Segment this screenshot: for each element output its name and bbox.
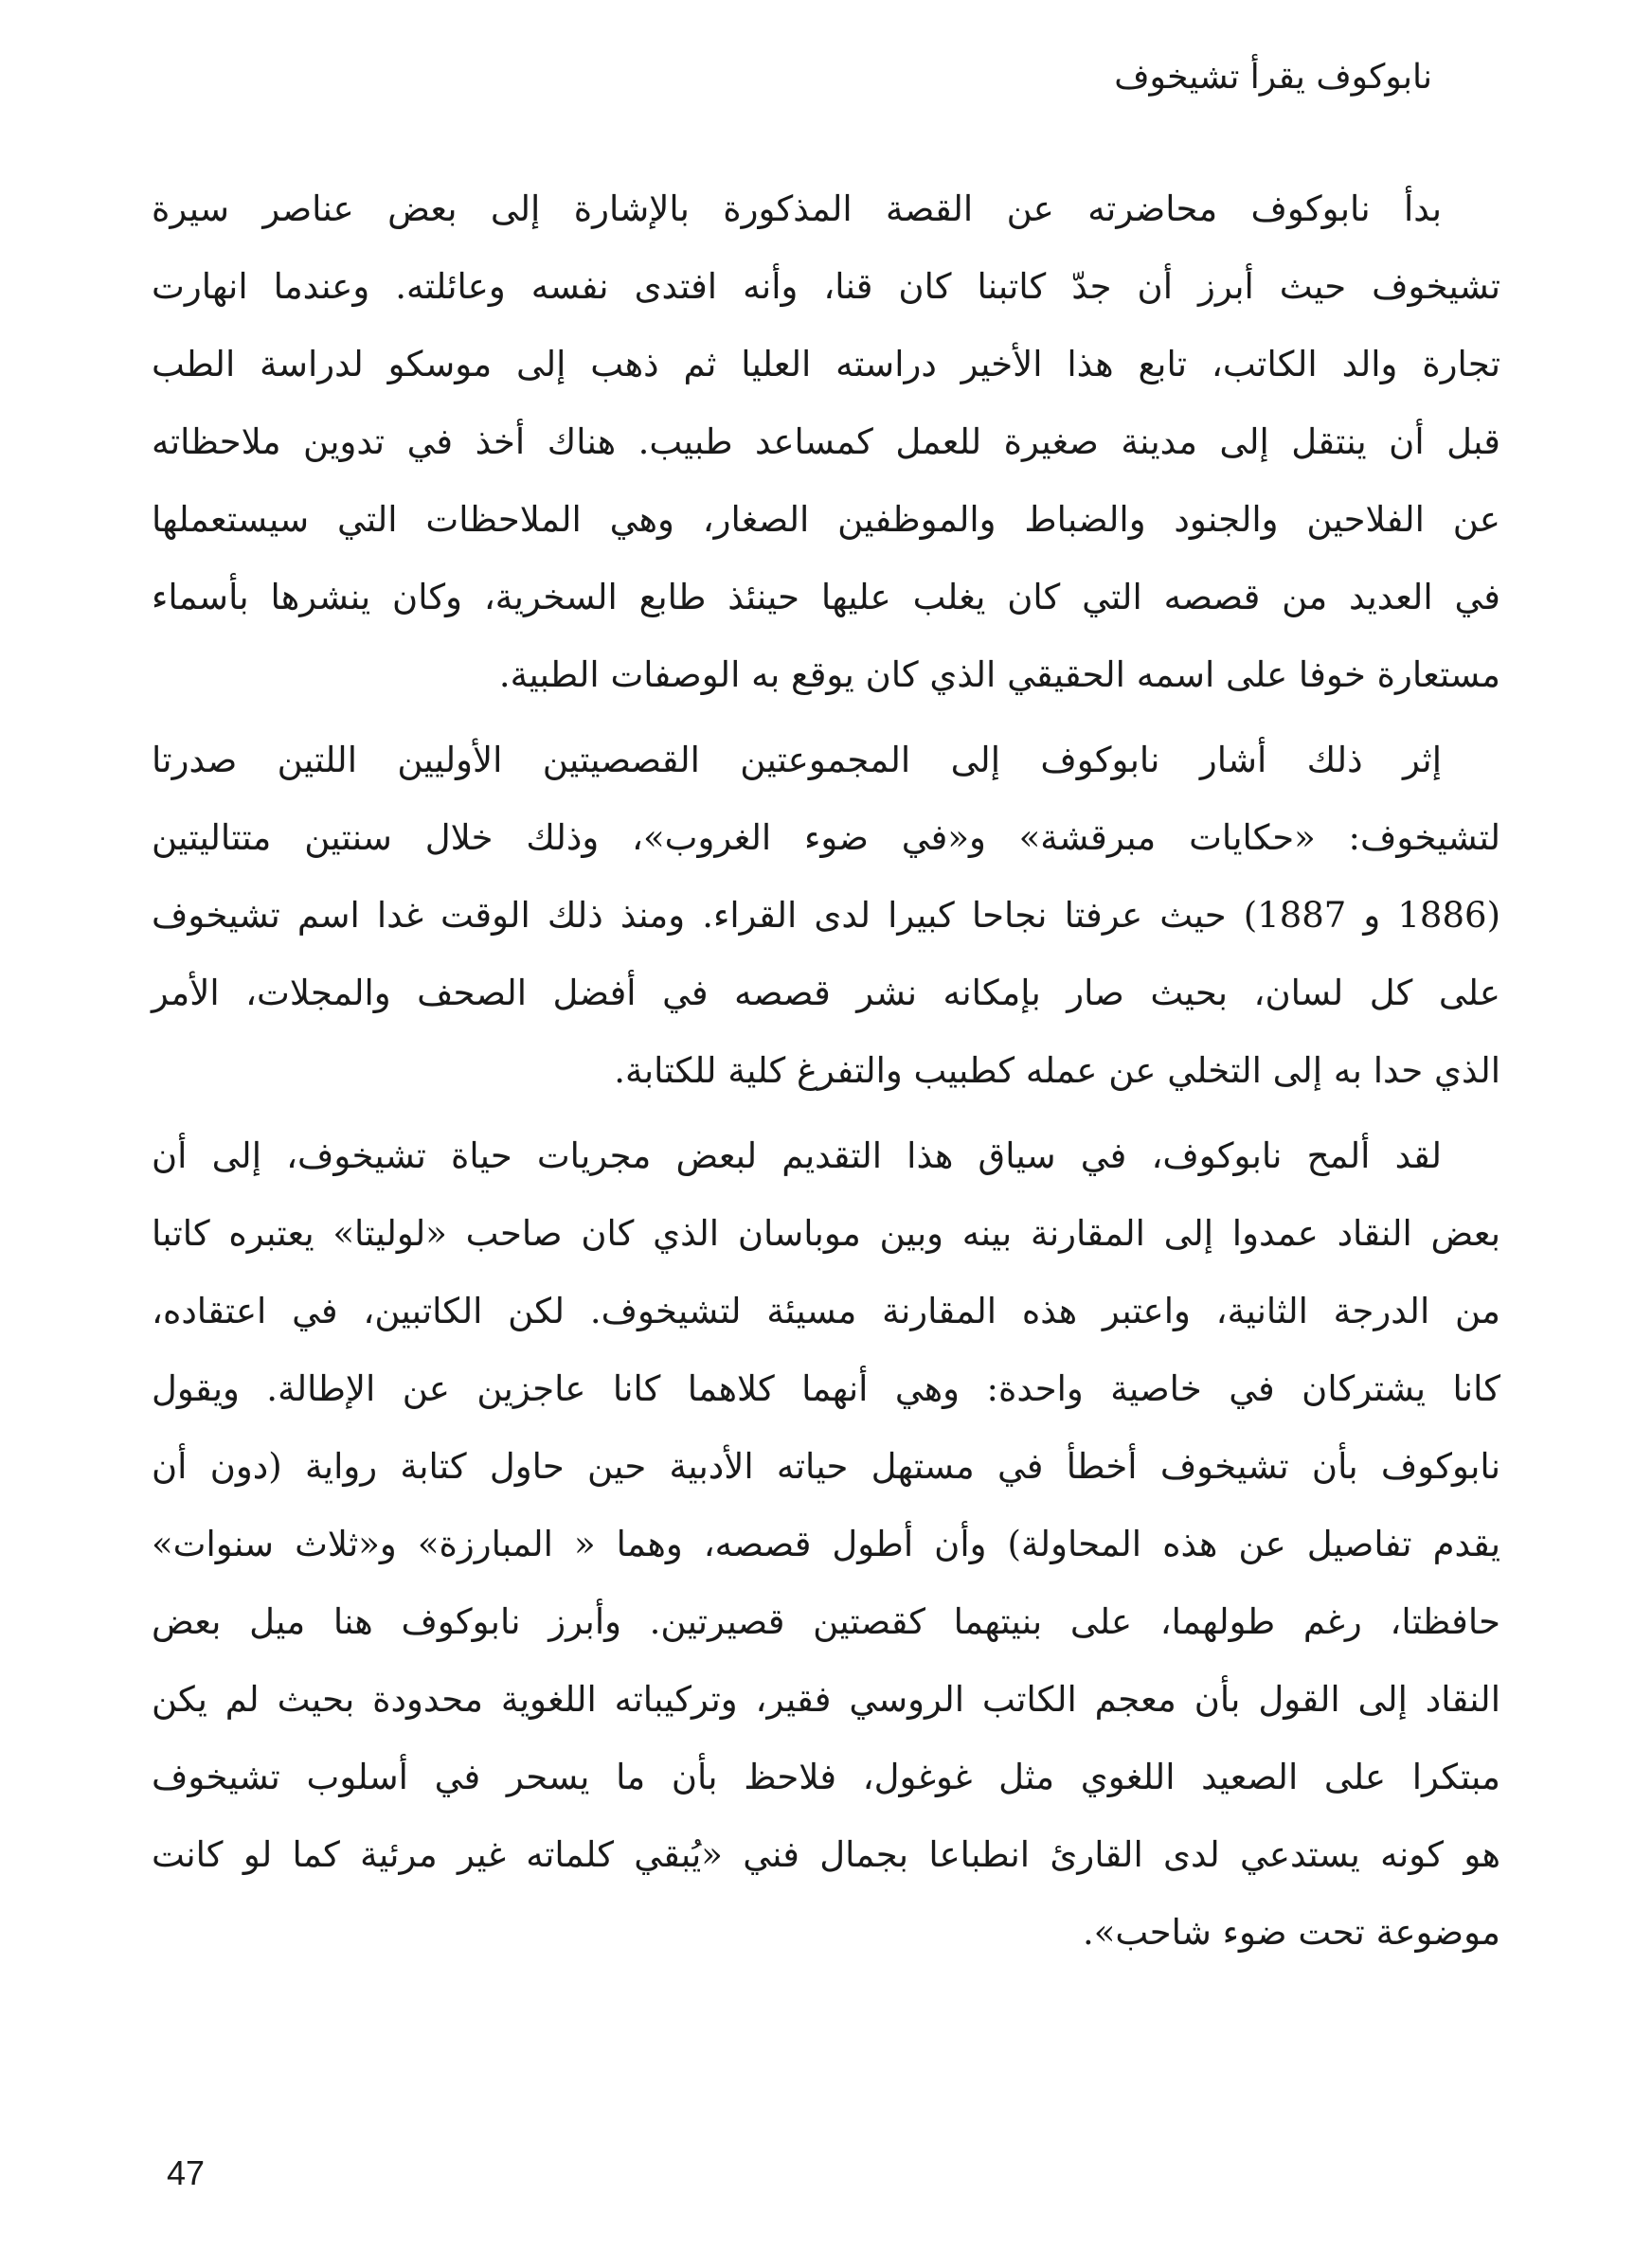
text-line: قبل أن ينتقل إلى مدينة صغيرة للعمل كمساعد طبيب. هناك أخذ في تدوين ملاحظاته: [152, 421, 1500, 462]
text-line: مبتكرا على الصعيد اللغوي مثل غوغول، فلاحظ بأن ما يسحر في أسلوب تشيخوف: [152, 1757, 1500, 1797]
text-line: موضوعة تحت ضوء شاحب».: [1083, 1912, 1500, 1953]
text-line: لقد ألمح نابوكوف، في سياق هذا التقديم لبعض مجريات حياة تشيخوف، إلى أن: [152, 1135, 1442, 1176]
body-text: [152, 170, 1500, 1979]
text-line: بعض النقاد عمدوا إلى المقارنة بينه وبين موباسان الذي كان صاحب «لوليتا» يعتبره كاتبا: [152, 1213, 1500, 1254]
running-header: نابوكوف يقرأ تشيخوف: [1114, 58, 1432, 97]
text-line: النقاد إلى القول بأن معجم الكاتب الروسي فقير، وتركيباته اللغوية محدودة بحيث لم يكن: [152, 1679, 1500, 1720]
text-line: حافظتا، رغم طولهما، على بنيتهما كقصتين قصيرتين. وأبرز نابوكوف هنا ميل بعض: [152, 1601, 1500, 1642]
text-line: بدأ نابوكوف محاضرته عن القصة المذكورة بالإشارة إلى بعض عناصر سيرة: [152, 188, 1442, 229]
text-line: لتشيخوف: «حكايات مبرقشة» و«في ضوء الغروب»، وذلك خلال سنتين متتاليتين: [152, 817, 1500, 858]
text-line: تجارة والد الكاتب، تابع هذا الأخير دراسته العليا ثم ذهب إلى موسكو لدراسة الطب: [152, 344, 1500, 384]
paragraph-3: [152, 1117, 1500, 1972]
text-line: مستعارة خوفا على اسمه الحقيقي الذي كان يوقع به الوصفات الطبية.: [498, 654, 1500, 695]
text-line: من الدرجة الثانية، واعتبر هذه المقارنة مسيئة لتشيخوف. لكن الكاتبين، في اعتقاده،: [152, 1291, 1500, 1331]
text-line: إثر ذلك أشار نابوكوف إلى المجموعتين القصصيتين الأوليين اللتين صدرتا: [152, 740, 1442, 780]
text-line: (1886 و 1887) حيث عرفتا نجاحا كبيرا لدى القراء. ومنذ ذلك الوقت غدا اسم تشيخوف: [152, 895, 1500, 936]
page-number: 47: [167, 2153, 206, 2192]
text-line: في العديد من قصصه التي كان يغلب عليها حينئذ طابع السخرية، وكان ينشرها بأسماء: [152, 577, 1500, 617]
text-line: نابوكوف بأن تشيخوف أخطأ في مستهل حياته الأدبية حين حاول كتابة رواية (دون أن: [152, 1446, 1500, 1487]
text-line: تشيخوف حيث أبرز أن جدّ كاتبنا كان قنا، وأنه افتدى نفسه وعائلته. وعندما انهارت: [152, 266, 1500, 307]
text-line: الذي حدا به إلى التخلي عن عمله كطبيب والتفرغ كلية للكتابة.: [614, 1050, 1500, 1091]
text-line: على كل لسان، بحيث صار بإمكانه نشر قصصه في أفضل الصحف والمجلات، الأمر: [152, 973, 1500, 1013]
text-line: يقدم تفاصيل عن هذه المحاولة) وأن أطول قصصه، وهما « المبارزة» و«ثلاث سنوات»: [152, 1524, 1500, 1564]
text-line: كانا يشتركان في خاصية واحدة: وهي أنهما كلاهما كانا عاجزين عن الإطالة. ويقول: [152, 1368, 1500, 1409]
paragraph-2: [152, 722, 1500, 1110]
text-line: عن الفلاحين والجنود والضباط والموظفين الصغار، وهي الملاحظات التي سيستعملها: [152, 499, 1500, 540]
text-line: هو كونه يستدعي لدى القارئ انطباعا بجمال فني «يُبقي كلماته غير مرئية كما لو كانت: [152, 1834, 1500, 1875]
paragraph-1: [152, 170, 1500, 714]
